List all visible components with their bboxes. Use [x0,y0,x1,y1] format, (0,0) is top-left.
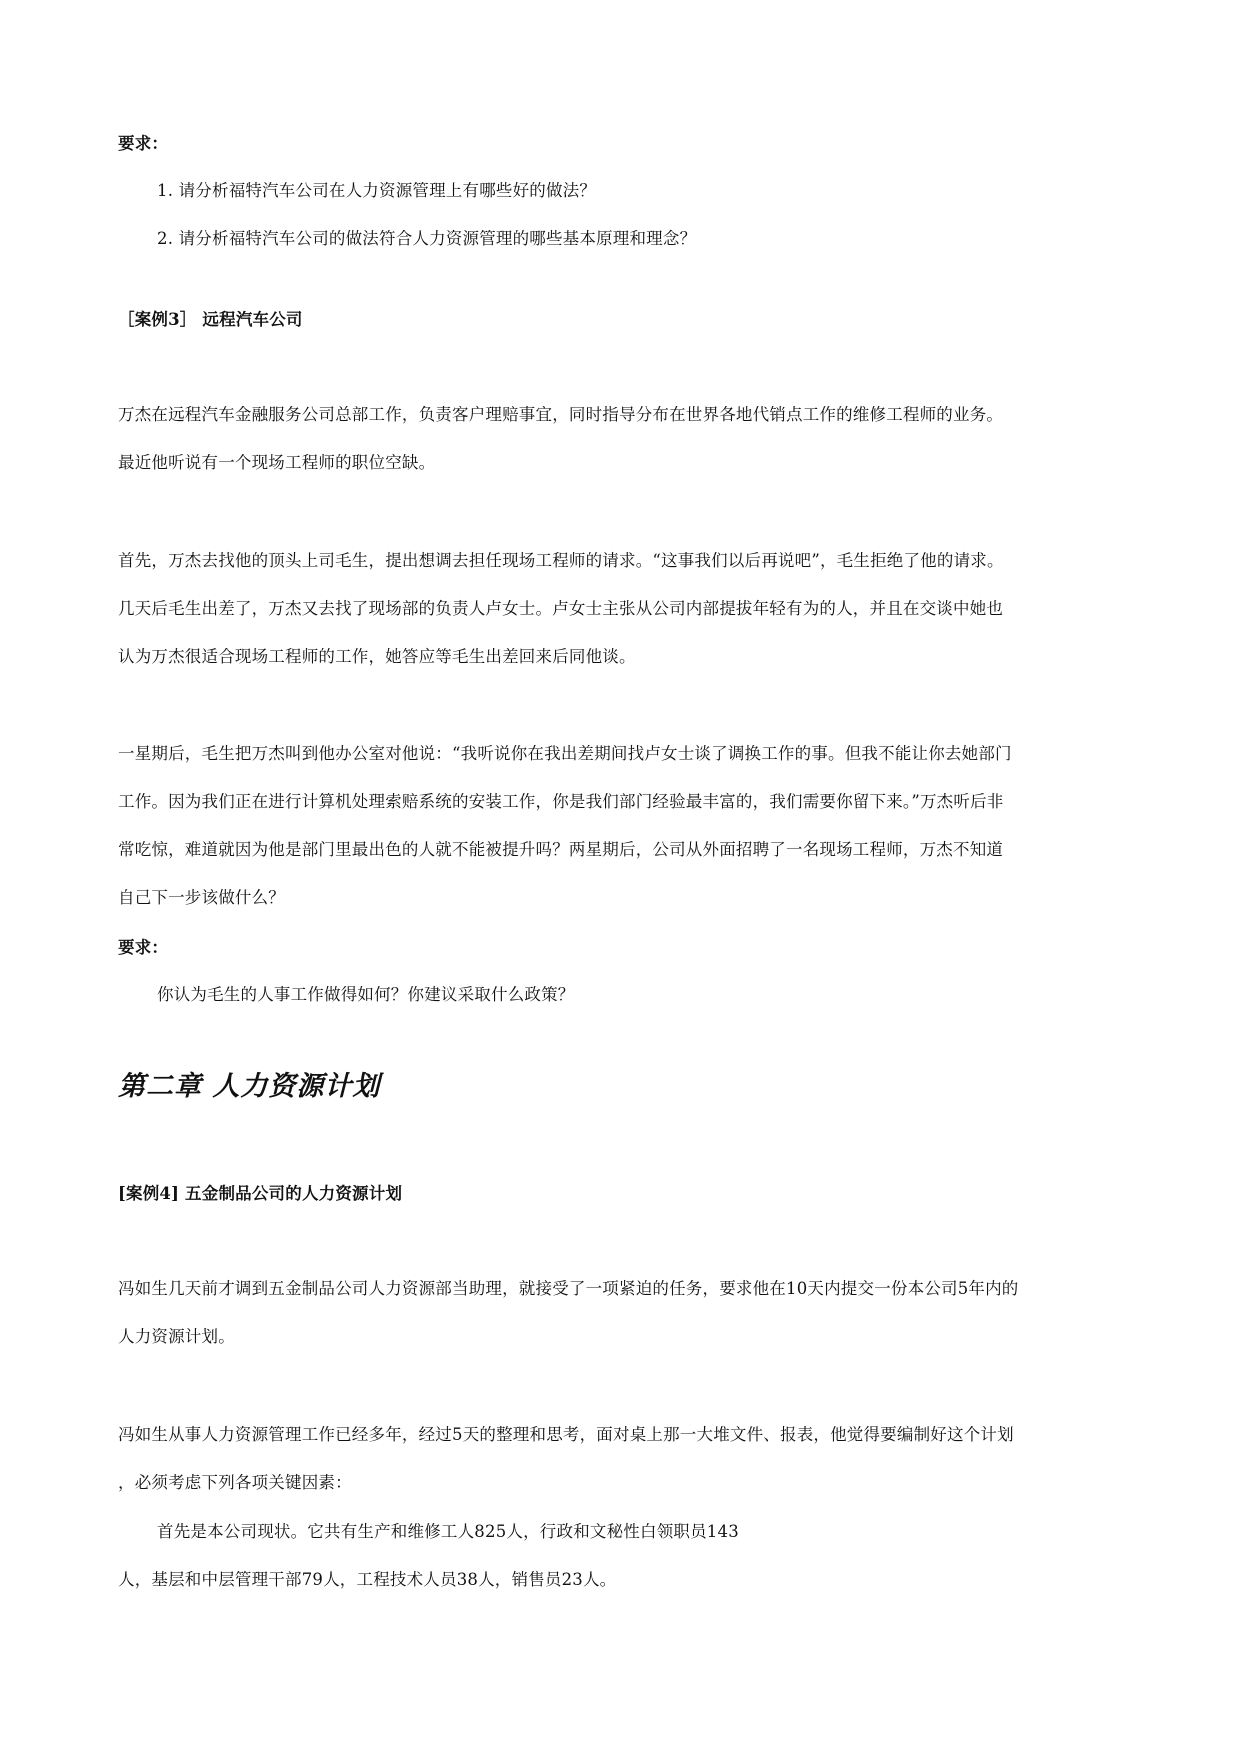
requirement-label: 要求： [118,134,169,153]
case4-title: [案例4] 五金制品公司的人力资源计划 [118,1184,403,1203]
case4-para1-line2: 人力资源计划。 [118,1327,235,1346]
case3-para3-line2: 工作。因为我们正在进行计算机处理索赔系统的安装工作，你是我们部门经验最丰富的，我们需要你留下来。”万杰听后非 [118,792,1004,811]
case3-para3-line3: 常吃惊，难道就因为他是部门里最出色的人就不能被提升吗？两星期后，公司从外面招聘了一名现场工程师，万杰不知道 [118,840,1004,859]
chapter-title: 第二章 人力资源计划 [118,1071,381,1102]
case4-para2-line1: 冯如生从事人力资源管理工作已经多年，经过5天的整理和思考，面对桌上那一大堆文件、报表，他觉得要编制好这个计划 [118,1425,1014,1444]
case3-para3-line1: 一星期后，毛生把万杰叫到他办公室对他说：“我听说你在我出差期间找卢女士谈了调换工作的事。但我不能让你去她部门 [118,744,1012,763]
case3-para2-line3: 认为万杰很适合现场工程师的工作，她答应等毛生出差回来后同他谈。 [118,647,636,666]
question-1: 1. 请分析福特汽车公司在人力资源管理上有哪些好的做法？ [157,181,597,200]
case4-para1-line1: 冯如生几天前才调到五金制品公司人力资源部当助理，就接受了一项紧迫的任务，要求他在10天内提交一份本公司5年内的 [118,1279,1019,1298]
case3-title: ［案例3］ 远程汽车公司 [118,310,303,329]
question-2: 2. 请分析福特汽车公司的做法符合人力资源管理的哪些基本原理和理念？ [157,229,697,248]
case4-para3-line1: 首先是本公司现状。它共有生产和维修工人825人，行政和文秘性白领职员143 [157,1522,739,1541]
case3-para3-line4: 自己下一步该做什么？ [118,888,285,907]
case3-requirement-text: 你认为毛生的人事工作做得如何？你建议采取什么政策？ [157,985,575,1004]
case4-para3-line2: 人，基层和中层管理干部79人，工程技术人员38人，销售员23人。 [118,1570,617,1589]
case3-para2-line2: 几天后毛生出差了，万杰又去找了现场部的负责人卢女士。卢女士主张从公司内部提拔年轻有为的人，并且在交谈中她也 [118,599,1004,618]
case3-para2-line1: 首先，万杰去找他的顶头上司毛生，提出想调去担任现场工程师的请求。“这事我们以后再说吧”，毛生拒绝了他的请求。 [118,551,1004,570]
case3-para1-line2: 最近他听说有一个现场工程师的职位空缺。 [118,453,436,472]
case3-para1-line1: 万杰在远程汽车金融服务公司总部工作，负责客户理赔事宜，同时指导分布在世界各地代销点工作的维修工程师的业务。 [118,405,1004,424]
case3-requirement-label: 要求： [118,938,169,957]
case4-para2-line2: ，必须考虑下列各项关键因素： [118,1473,352,1492]
